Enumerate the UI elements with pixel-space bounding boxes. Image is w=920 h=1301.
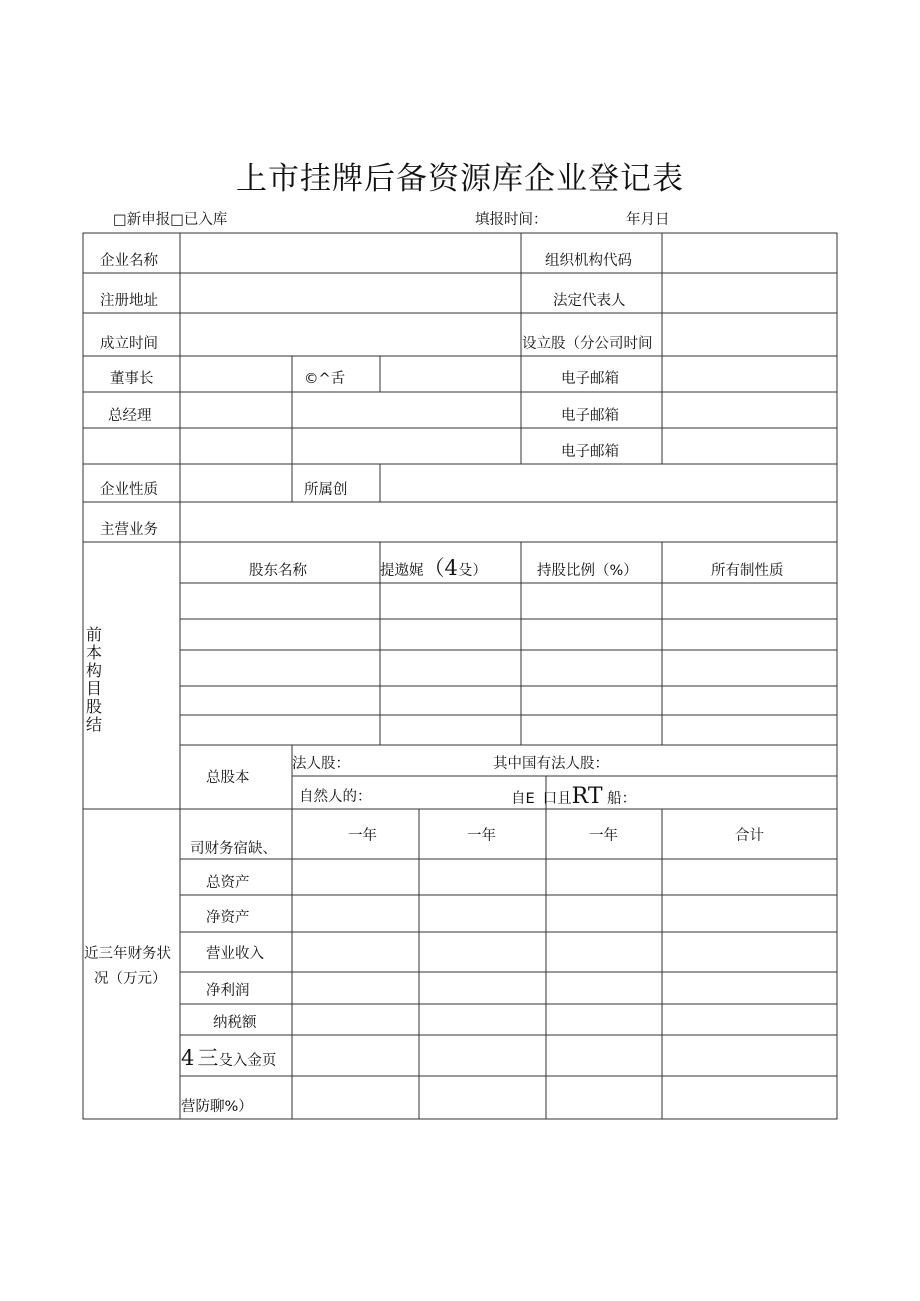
state-owned-shares: 其中国有法人股： <box>493 756 609 772</box>
year-2-header: 一年 <box>467 828 496 844</box>
email-label-1: 电子邮箱 <box>561 371 619 387</box>
finance-header-label: 司财务宿缺、 <box>190 841 277 857</box>
ownership-header: 所有制性质 <box>711 563 784 579</box>
investment-label: 4 三殳入金页 <box>181 1046 277 1070</box>
ratio-header: 持股比例（%） <box>537 563 638 579</box>
equity-section-label: 前 本 构 目 股 结 <box>85 625 102 734</box>
main-business-label: 主营业务 <box>100 522 158 538</box>
net-assets-label: 净资产 <box>206 910 250 926</box>
total-assets-label: 总资产 <box>206 875 250 891</box>
shareholder-header: 股东名称 <box>249 563 307 579</box>
finance-section-label-1: 近三年财务状 <box>84 946 171 962</box>
founded-label: 成立时间 <box>100 336 158 352</box>
date-label: 年月日 <box>626 212 670 228</box>
status-options: □新申报□已入库 <box>113 212 228 228</box>
total-shares-label: 总股本 <box>206 770 250 786</box>
legal-rep-label: 法定代表人 <box>553 293 626 309</box>
reg-address-label: 注册地址 <box>100 293 158 309</box>
self-label: 自E 口且RT 船： <box>511 784 637 809</box>
year-1-header: 一年 <box>348 828 377 844</box>
chairman-label: 董事长 <box>110 371 154 387</box>
tax-label: 纳税额 <box>213 1015 257 1031</box>
total-header: 合计 <box>735 828 764 844</box>
nature-label: 企业性质 <box>100 482 158 498</box>
finance-section-label-2: 况（万元） <box>94 971 167 987</box>
year-3-header: 一年 <box>589 828 618 844</box>
gm-label: 总经理 <box>108 408 152 424</box>
legal-person-shares: 法人股： <box>292 756 350 772</box>
margin-label: 营防聊%） <box>181 1099 253 1115</box>
page-title: 上市挂牌后备资源库企业登记表 <box>236 161 684 197</box>
fill-time-label: 填报时间： <box>475 212 548 228</box>
revenue-label: 营业收入 <box>206 946 264 962</box>
company-name-label: 企业名称 <box>100 253 158 269</box>
branch-time-label: 设立股（分公司时间 <box>522 336 653 352</box>
amount-header: 提遨娓（4殳） <box>380 556 487 580</box>
net-profit-label: 净利润 <box>206 983 250 999</box>
email-label-2: 电子邮箱 <box>561 408 619 424</box>
email-label-3: 电子邮箱 <box>561 444 619 460</box>
org-code-label: 组织机构代码 <box>545 253 632 269</box>
phone-label: ©^舌 <box>304 371 346 387</box>
natural-person-shares: 自然人的： <box>299 789 372 805</box>
industry-label: 所属创 <box>304 482 348 498</box>
